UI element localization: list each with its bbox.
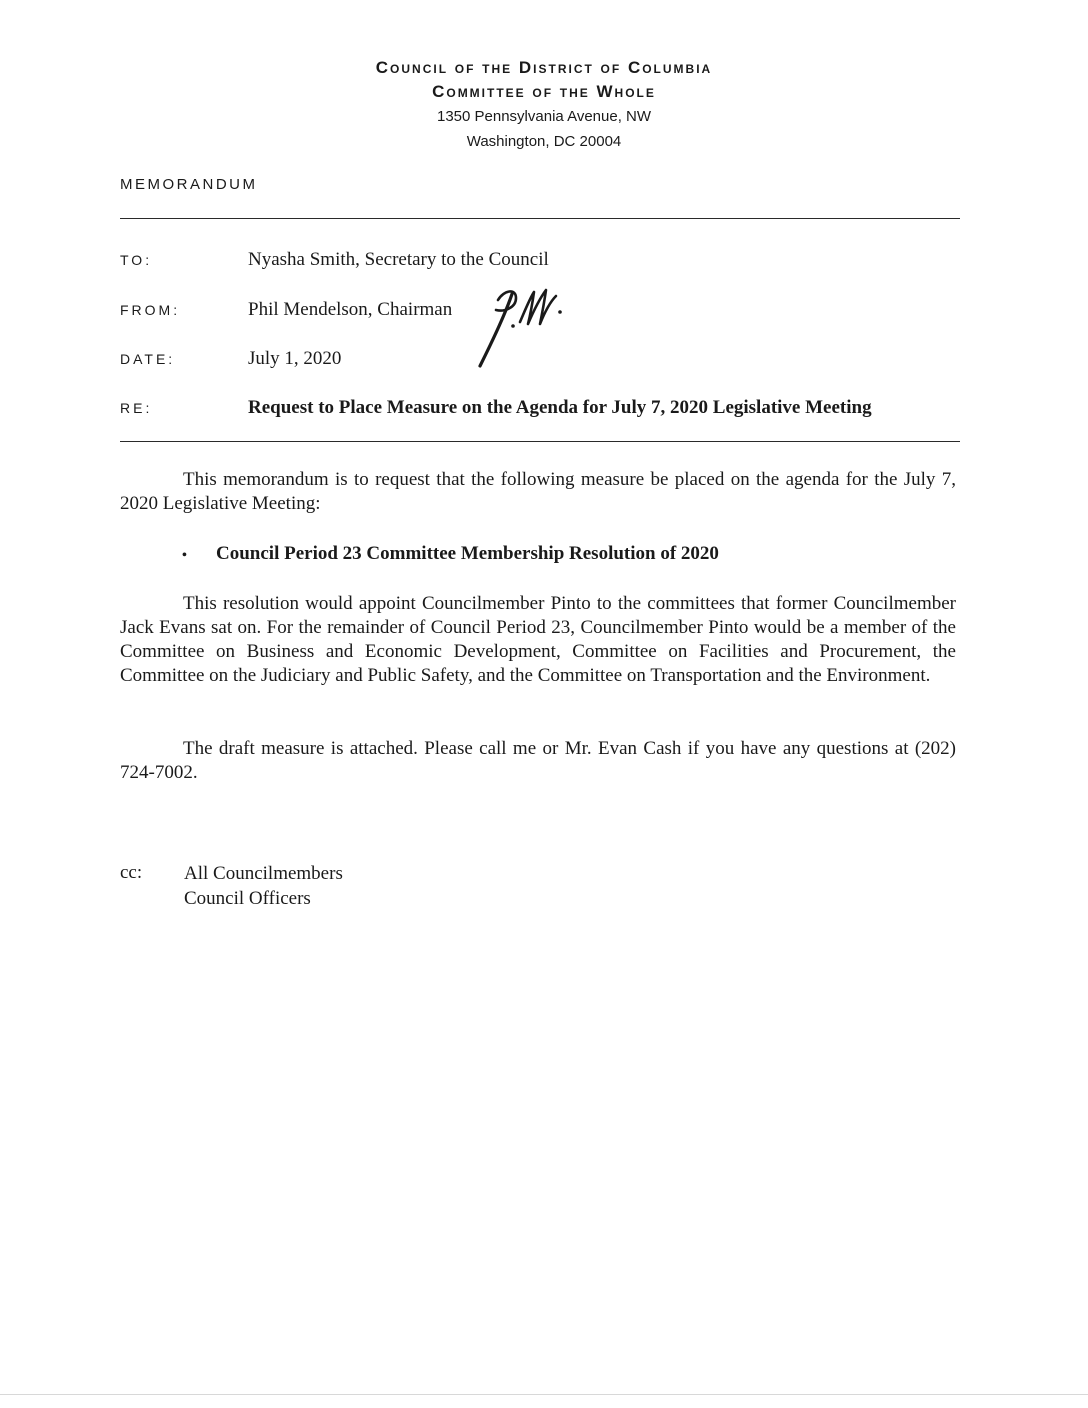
council-name: Council of the District of Columbia xyxy=(375,58,713,77)
to-value: Nyasha Smith, Secretary to the Council xyxy=(248,249,549,270)
scan-edge-line xyxy=(0,1394,1088,1395)
cc-label: cc: xyxy=(120,862,143,883)
cc-list xyxy=(184,861,343,911)
cc-recipient: All Councilmembers xyxy=(184,863,343,884)
header-bottom-rule xyxy=(120,441,960,442)
re-value: Request to Place Measure on the Agenda for July 7, 2020 Legislative Meeting xyxy=(248,397,872,418)
date-row xyxy=(120,347,980,377)
address-city: Washington, DC 20004 xyxy=(466,133,622,150)
re-row xyxy=(120,396,980,426)
header-top-rule xyxy=(120,218,960,219)
letterhead xyxy=(0,56,1088,154)
memo-heading: MEMORANDUM xyxy=(120,176,258,193)
cc-recipient: Council Officers xyxy=(184,888,311,909)
intro-paragraph: This memorandum is to request that the following measure be placed on the agenda for the July 7, 2020 Legislative Meeting: xyxy=(120,469,956,514)
to-label: TO: xyxy=(120,252,153,268)
address-street: 1350 Pennsylvania Avenue, NW xyxy=(436,108,652,125)
date-value: July 1, 2020 xyxy=(248,348,342,369)
contact-paragraph: The draft measure is attached. Please call me or Mr. Evan Cash if you have any questions at (202) 724-7002. xyxy=(120,738,956,783)
from-value: Phil Mendelson, Chairman xyxy=(248,299,453,320)
re-label: RE: xyxy=(120,400,153,416)
resolution-paragraph: This resolution would appoint Councilmember Pinto to the committees that former Councilmember Jack Evans sat on. For the remainder of Council Period 23, Councilmember Pinto would be a member of the Committee on Business and Economic Development, Committee on Facilities and Procurement, the Committee on the Judiciary and Public Safety, and the Committee on Transportation and the Environment. xyxy=(120,593,956,686)
measure-bullet xyxy=(182,542,719,568)
date-label: DATE: xyxy=(120,351,176,367)
from-label: FROM: xyxy=(120,302,181,318)
committee-name: Committee of the Whole xyxy=(432,82,656,101)
bullet-mark: • xyxy=(182,548,187,563)
measure-title: Council Period 23 Committee Membership Resolution of 2020 xyxy=(216,543,719,564)
to-row xyxy=(120,248,980,278)
